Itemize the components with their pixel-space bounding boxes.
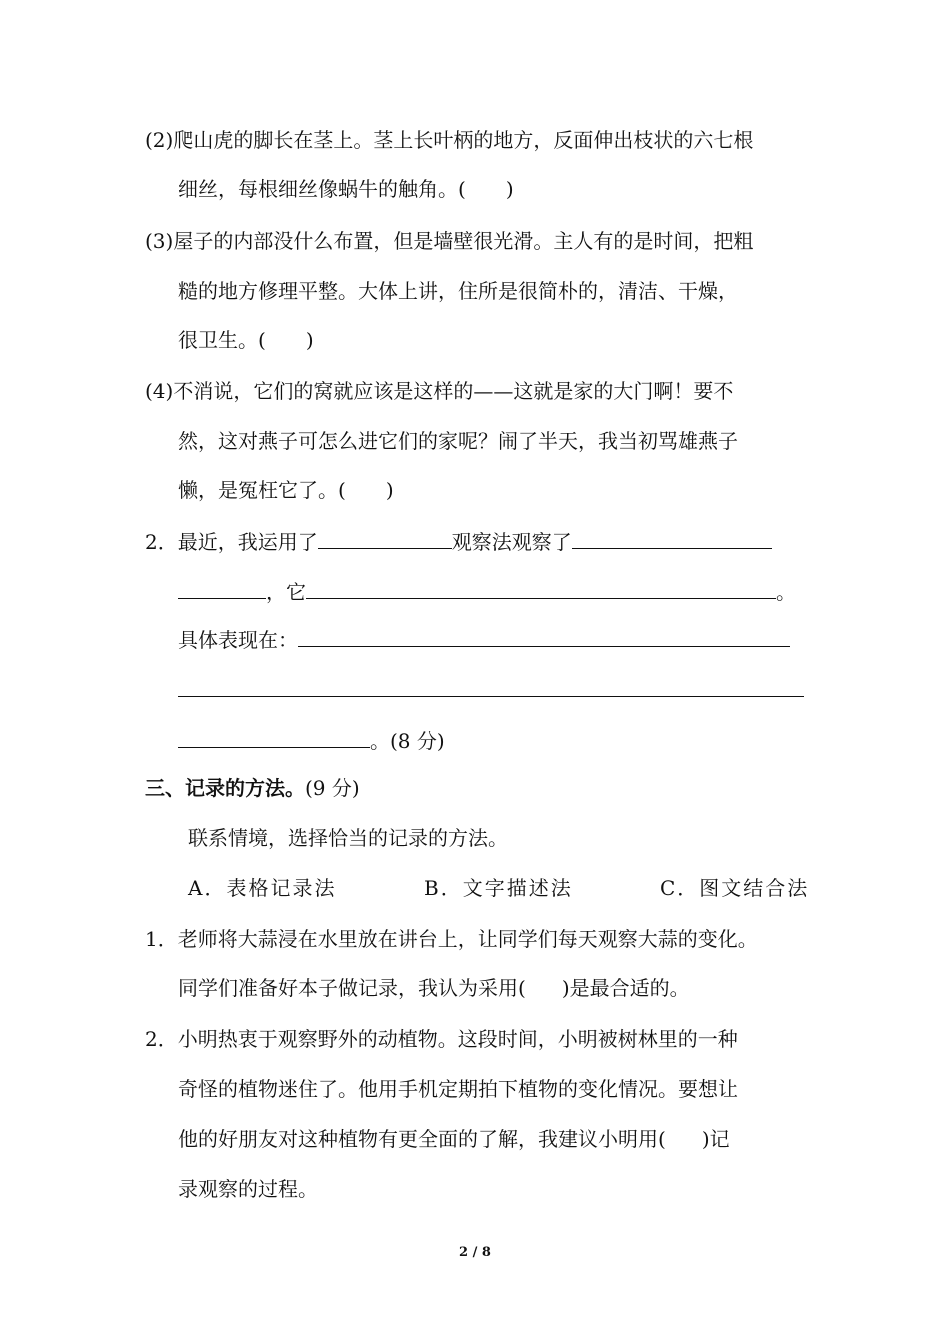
q1-item3-close: ) [305, 328, 314, 352]
q1-item3-line2: 糙的地方修理平整。大体上讲，住所是很简朴的，清洁、干燥， [178, 279, 738, 303]
q2-blank-feature[interactable] [306, 576, 776, 599]
s3-q2-tail: )记 [701, 1127, 730, 1151]
page-number: 2 / 8 [459, 1245, 491, 1260]
q1-item4-line3 [178, 475, 394, 505]
q2-blank-detail-c[interactable] [178, 725, 370, 748]
q2-blank-object-a[interactable] [572, 526, 772, 549]
section3-score: (9 分) [305, 776, 360, 800]
option-a: A．表格记录法 [188, 876, 337, 900]
q1-item2-text: 细丝，每根细丝像蜗牛的触角。( [178, 177, 466, 201]
q1-item3-text: 很卫生。( [178, 328, 266, 352]
s3-q2-line3 [178, 1124, 730, 1154]
q2-line2 [178, 576, 796, 607]
option-b: B．文字描述法 [424, 876, 573, 900]
q2-observed-label: 观察法观察了 [451, 530, 572, 554]
s3-q1-text: 同学们准备好本子做记录，我认为采用( [178, 976, 526, 1000]
s3-q2-text: 他的好朋友对这种植物有更全面的了解，我建议小明用( [178, 1127, 666, 1151]
q2-detail-label: 具体表现在： [178, 628, 298, 652]
q1-item4-line2: 然，这对燕子可怎么进它们的家呢？闹了半天，我当初骂雄燕子 [178, 429, 738, 453]
s3-q1-line2 [178, 973, 690, 1003]
q1-item2-close: ) [505, 177, 514, 201]
q2-blank-detail-a[interactable] [298, 624, 790, 647]
q1-item4-close: ) [385, 478, 394, 502]
q2-period: 。 [776, 580, 796, 604]
s3-q2-line1: 2．小明热衷于观察野外的动植物。这段时间，小明被树林里的一种 [145, 1027, 738, 1051]
q2-prefix: 2．最近，我运用了 [145, 530, 318, 554]
q2-blank-method[interactable] [318, 526, 452, 549]
s3-q1-tail: )是最合适的。 [561, 976, 690, 1000]
q2-it-label: ，它 [266, 580, 306, 604]
s3-q1-line1: 1．老师将大蒜浸在水里放在讲台上，让同学们每天观察大蒜的变化。 [145, 927, 758, 951]
q1-item2-line1: (2)爬山虎的脚长在茎上。茎上长叶柄的地方，反面伸出枝状的六七根 [145, 128, 754, 152]
q2-line3 [178, 624, 790, 655]
section3-title: 三、记录的方法。 [145, 776, 305, 800]
s3-q2-line4: 录观察的过程。 [178, 1177, 318, 1201]
q2-line5 [178, 725, 445, 756]
q2-blank-object-b[interactable] [178, 576, 266, 599]
q1-item4-line1: (4)不消说，它们的窝就应该是这样的——这就是家的大门啊！要不 [145, 379, 734, 403]
q2-line1 [145, 526, 772, 557]
section3-instruction: 联系情境，选择恰当的记录的方法。 [188, 826, 508, 850]
q1-item3-line1: (3)屋子的内部没什么布置，但是墙壁很光滑。主人有的是时间，把粗 [145, 229, 754, 253]
section3-heading [145, 773, 360, 803]
q1-item4-text: 懒，是冤枉它了。( [178, 478, 346, 502]
q1-item2-line2 [178, 174, 514, 204]
option-c: C．图文结合法 [660, 876, 810, 900]
q1-item3-line3 [178, 325, 314, 355]
s3-q2-line2: 奇怪的植物迷住了。他用手机定期拍下植物的变化情况。要想让 [178, 1077, 738, 1101]
q2-line4 [178, 674, 804, 705]
q2-score: 。(8 分) [370, 729, 445, 753]
q2-blank-detail-b[interactable] [178, 674, 804, 697]
